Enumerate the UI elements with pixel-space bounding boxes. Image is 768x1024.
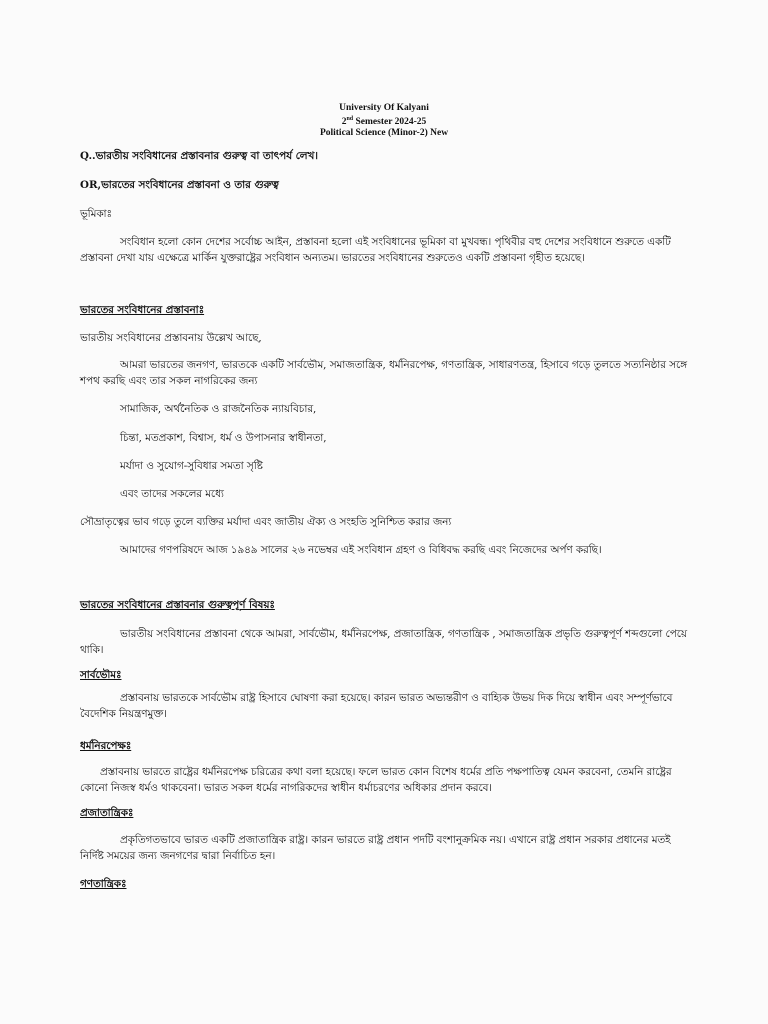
secular-heading: ধর্মনিরপেক্ষঃ [80,740,132,752]
sovereign-paragraph: প্রস্তাবনায় ভারতকে সার্বভৌম রাষ্ট্র হিসাবে ঘোষণা করা হয়েছে। কারন ভারত অভ্যন্তরীণ ও বাহ্যিক উভয় দিক দিয়ে স্বাধীন এবং সম্পূর্ণভাবে বৈদেশিক নিয়ন্ত্রণমুক্ত। [80,692,673,720]
secular-paragraph: প্রস্তাবনায় ভারতে রাষ্ট্রের ধর্মনিরপেক্ষ চরিত্রের কথা বলা হয়েছে। ফলে ভারত কোন বিশেষ ধর্মের প্রতি পক্ষপাতিত্ব যেমন করবেনা, তেমনি রাষ্ট্রের কোনো নিজস্ব ধর্মও থাকবেনা। ভারত সকল ধর্মের নাগরিকদের স্বাধীন ধর্মাচরণের অধিকার প্রদান করবে। [80,766,672,794]
important-paragraph: ভারতীয় সংবিধানের প্রস্তাবনা থেকে আমরা, সার্বভৌম, ধর্মনিরপেক্ষ, প্রজাতান্ত্রিক, গণতান্ত্রিক , সমাজতান্ত্রিক প্রভৃতি গুরুত্বপূর্ণ শব্দগুলো পেয়ে থাকি। [80,628,687,656]
question-text: Q..ভারতীয় সংবিধানের প্রস্তাবনার গুরুত্ব বা তাৎপর্য লেখ। [80,150,318,162]
semester-superscript: nd [346,116,354,122]
sovereign-heading: সার্বভৌমঃ [80,669,122,681]
preamble-line-equality: মর্যাদা ও সুযোগ-সুবিধার সমতা সৃষ্টি [120,460,263,472]
preamble-line-fraternity: সৌভ্রাতৃত্বের ভাব গড়ে তুলে ব্যক্তির মর্যাদা এবং জাতীয় ঐক্য ও সংহতি সুনিশ্চিত করার জন্য [80,516,452,528]
question-alt-text: OR,ভারতের সংবিধানের প্রস্তাবনা ও তার গুরুত্ব [80,179,279,191]
semester-text: Semester 2024-25 [353,117,427,128]
preamble-line-justice: সামাজিক, অর্থনৈতিক ও রাজনৈতিক ন্যায়বিচার, [120,403,317,415]
democratic-heading: গণতান্ত্রিকঃ [80,878,127,890]
course-name: Political Science (Minor-2) New [319,128,449,139]
intro-heading: ভূমিকাঃ [80,208,113,220]
important-heading: ভারতের সংবিধানের প্রস্তাবনার গুরুত্বপূর্ণ বিষয়ঃ [80,599,275,611]
preamble-heading: ভারতের সংবিধানের প্রস্তাবনাঃ [80,304,205,316]
semester-line [0,114,768,128]
document-header [0,103,768,139]
preamble-line-among: এবং তাদের সকলের মধ্যে [120,488,224,500]
university-name: University Of Kalyani [339,103,429,113]
republic-paragraph: প্রকৃতিগতভাবে ভারত একটি প্রজাতান্ত্রিক রাষ্ট্র। কারন ভারতে রাষ্ট্র প্রধান পদটি বংশানুক্রমিক নয়। এখানে রাষ্ট্র প্রধান সরকার প্রধানের মতই নির্দিষ্ট সময়ের জন্য জনগণের দ্বারা নির্বাচিত হন। [80,834,671,862]
republic-heading: প্রজাতান্ত্রিকঃ [80,807,134,819]
preamble-paragraph: আমরা ভারতের জনগণ, ভারতকে একটি সার্বভৌম, সমাজতান্ত্রিক, ধর্মনিরপেক্ষ, গণতান্ত্রিক, সাধারণতন্ত্র, হিসাবে গড়ে তুলতে সত্যনিষ্ঠার সঙ্গে শপথ করছি এবং তার সকল নাগরিকের জন্য [80,359,687,387]
preamble-line-liberty: চিন্তা, মতপ্রকাশ, বিশ্বাস, ধর্ম ও উপাসনার স্বাধীনতা, [120,432,327,444]
preamble-adoption: আমাদের গণপরিষদে আজ ১৯৪৯ সালের ২৬ নভেম্বর এই সংবিধান গ্রহণ ও বিধিবদ্ধ করছি এবং নিজেদের অর্পণ করছি। [120,544,602,556]
intro-paragraph: সংবিধান হলো কোন দেশের সর্বোচ্চ আইন, প্রস্তাবনা হলো এই সংবিধানের ভূমিকা বা মুখবন্ধ। পৃথিবীর বহু দেশের সংবিধানে শুরুতে একটি প্রস্তাবনা দেখা যায় এক্ষেত্রে মার্কিন যুক্তরাষ্ট্রের সংবিধান অন্যতম। ভারতের সংবিধানের শুরুতেও একটি প্রস্তাবনা গৃহীত হয়েছে। [80,236,671,264]
semester-number: 2 [341,117,347,128]
preamble-lead: ভারতীয় সংবিধানের প্রস্তাবনায় উল্লেখ আছে, [80,332,262,344]
